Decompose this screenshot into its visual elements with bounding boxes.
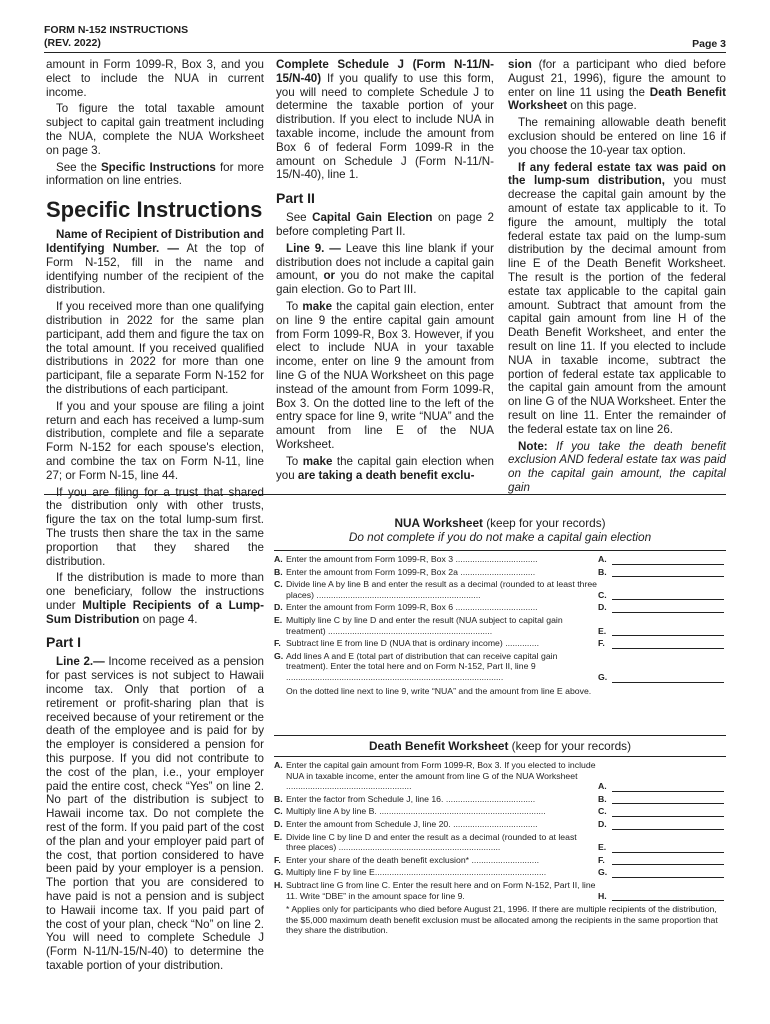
column-left bbox=[46, 58, 264, 976]
part-heading: Part II bbox=[276, 190, 315, 207]
worksheet-rule bbox=[274, 756, 726, 757]
text-run: To bbox=[286, 454, 303, 468]
section-heading: Specific Instructions bbox=[46, 197, 263, 223]
worksheet-line-c bbox=[274, 579, 726, 600]
form-title: FORM N-152 INSTRUCTIONS bbox=[44, 24, 189, 36]
bold-text: sion bbox=[508, 58, 532, 71]
text-run: Leave this line blank if your distribution does not include a capital gain amount, bbox=[276, 241, 494, 283]
worksheet-line-b bbox=[274, 567, 726, 578]
worksheet-rule bbox=[274, 735, 726, 736]
amount-entry-line[interactable] bbox=[612, 626, 724, 636]
worksheet-line-h bbox=[274, 880, 726, 901]
bold-text: Name of Recipient of Distribution and Identifying Number. — bbox=[46, 228, 264, 255]
line-letter: G. bbox=[274, 867, 284, 878]
worksheet-note: On the dotted line next to line 9, write “NUA” and the amount from line E above. bbox=[286, 685, 592, 696]
line-text: Subtract line E from line D (NUA that is ordinary income) .............. bbox=[286, 638, 539, 649]
line-text: Enter the amount from Schedule J, line 20. ................................... bbox=[286, 818, 538, 829]
paragraph bbox=[276, 58, 494, 182]
text-run: you do not make the capital gain election. Go to Part III. bbox=[276, 269, 494, 297]
line-key: B. bbox=[598, 566, 607, 577]
paragraph bbox=[46, 655, 264, 972]
amount-entry-line[interactable] bbox=[612, 794, 724, 804]
paragraph: If you are filing for a trust that shared the distribution only with other trusts, figure the tax on the total lump-sum first. The trusts then share the tax in the same proportion that they shared the distribution. bbox=[46, 485, 264, 568]
text-run: (keep for your records) bbox=[508, 739, 632, 753]
line-text: Multiply line F by line E....................................................................... bbox=[286, 867, 547, 878]
paragraph bbox=[276, 455, 494, 483]
worksheet-line-f bbox=[274, 638, 726, 649]
header-rule bbox=[44, 52, 726, 53]
amount-entry-line[interactable] bbox=[612, 868, 724, 878]
nua-worksheet bbox=[274, 516, 726, 696]
text-run: See the bbox=[56, 160, 101, 174]
bold-text: Complete Schedule J (Form N-11/N-15/N-40) bbox=[276, 58, 494, 85]
line-letter: H. bbox=[274, 879, 283, 890]
line-letter: C. bbox=[274, 579, 283, 590]
line-letter: F. bbox=[274, 854, 281, 865]
worksheet-title bbox=[274, 516, 726, 530]
text-run: If the distribution is made to more than one beneficiary, follow the instructions under bbox=[46, 571, 264, 612]
revision-label: (REV. 2022) bbox=[44, 37, 101, 49]
line-text: Multiply line A by line B. ..................................................................... bbox=[286, 806, 546, 817]
line-text: Enter the amount from Form 1099-R, Box 3 .................................. bbox=[286, 554, 538, 564]
line-text: Enter your share of the death benefit exclusion* ............................ bbox=[286, 854, 540, 865]
line-key: D. bbox=[598, 818, 607, 829]
paragraph bbox=[46, 228, 264, 297]
text-run: you must decrease the capital gain amount by the amount of estate tax applicable to it. To figure the amount, multiply the total federal estate tax paid on the lump-sum distribution by the decimal amount from line E of the Death Benefit Worksheet. The result is the portion of the federal estate tax applicable to the capital gain amount. Subtract that amount from the capital gain amount from line H of the Death Benefit Worksheet, and enter the result on line 11. If you elected to include NUA in taxable income, subtract the portion of federal estate tax applicable to the capital gain amount from the amount on line G of the NUA Worksheet. Enter the result on line 11. Enter the remainder of the federal estate tax on line 26. bbox=[508, 174, 726, 436]
amount-entry-line[interactable] bbox=[612, 843, 724, 853]
bold-text: Line 9. — bbox=[286, 241, 341, 255]
line-key: A. bbox=[598, 781, 607, 792]
amount-entry-line[interactable] bbox=[612, 855, 724, 865]
line-key: G. bbox=[598, 671, 608, 682]
line-letter: E. bbox=[274, 614, 283, 625]
form-header bbox=[44, 24, 188, 50]
line-letter: E. bbox=[274, 831, 283, 842]
line-key: E. bbox=[598, 625, 607, 636]
worksheet-line-d bbox=[274, 819, 726, 830]
line-key: C. bbox=[598, 806, 607, 817]
bold-text: Death Benefit Worksheet bbox=[368, 739, 509, 753]
text-run: To bbox=[286, 299, 303, 313]
line-text: Enter the capital gain amount from Form 1099-R, Box 3. If you elected to include NUA in taxable income, enter the amount from line G of the NUA Worksheet .................................................... bbox=[286, 760, 596, 792]
worksheet-footnote: * Applies only for participants who died before August 21, 1996. If there are multiple recipients of the distribution, the $5,000 maximum death benefit exclusion must be allocated among the recipients in the same proportion that they share the distribution. bbox=[286, 904, 718, 936]
part-heading: Part I bbox=[46, 634, 82, 651]
paragraph: amount in Form 1099-R, Box 3, and you elect to include the NUA in current income. bbox=[46, 58, 264, 99]
paragraph bbox=[46, 161, 264, 189]
bold-text: NUA Worksheet bbox=[394, 516, 483, 530]
worksheet-rule bbox=[274, 550, 726, 551]
bold-text: Note: bbox=[518, 439, 548, 453]
text-run: If you qualify to use this form, you will need to complete Schedule J to determine the taxable portion of your distribution. If you elect to include NUA in taxable income, include the amount from Box 6 of federal Form 1099-R in the amount on Schedule J (Form N-11/N-15/N-40), line 1. bbox=[276, 71, 494, 182]
amount-entry-line[interactable] bbox=[612, 603, 724, 613]
line-text: Enter the amount from Form 1099-R, Box 6 .................................. bbox=[286, 602, 538, 613]
bold-text: Capital Gain Election bbox=[312, 211, 433, 225]
paragraph: The remaining allowable death benefit exclusion should be entered on line 16 if you choose the 10-year tax option. bbox=[508, 116, 726, 157]
paragraph: If you and your spouse are filing a joint return and each has received a lump-sum distribution, complete and file a separate Form N-152 for each spouse's election, and combine the tax on Form N-11, line 27; or Form N-15, line 44. bbox=[46, 399, 264, 482]
line-key: A. bbox=[598, 554, 607, 564]
paragraph bbox=[276, 242, 494, 297]
text-run: At the top of Form N-152, fill in the name and identifying number of the recipient of the distribution. bbox=[46, 241, 264, 297]
line-key: D. bbox=[598, 602, 607, 613]
amount-entry-line[interactable] bbox=[612, 567, 724, 577]
text-run: on this page. bbox=[567, 99, 637, 113]
line-key: H. bbox=[598, 890, 607, 901]
line-key: C. bbox=[598, 589, 607, 600]
column-middle bbox=[276, 58, 494, 485]
bold-text: Specific Instructions bbox=[100, 160, 216, 174]
line-text: Subtract line G from line C. Enter the result here and on Form N-152, Part II, line 11. Write “DBE” in the amount space for line 9. bbox=[286, 879, 596, 901]
bold-text: make bbox=[302, 299, 333, 313]
worksheet-line-g bbox=[274, 867, 726, 878]
worksheet-line-c bbox=[274, 806, 726, 817]
worksheet-line-a bbox=[274, 760, 726, 792]
worksheet-line-g bbox=[274, 651, 726, 683]
text-run: for more information on line entries. bbox=[46, 160, 264, 188]
worksheet-rows bbox=[274, 760, 726, 901]
worksheet-line-e bbox=[274, 832, 726, 853]
worksheet-rows bbox=[274, 554, 726, 683]
bold-text: or bbox=[323, 269, 336, 283]
text-run: on page 4. bbox=[139, 612, 198, 626]
section-divider bbox=[44, 494, 726, 495]
worksheet-line-b bbox=[274, 794, 726, 805]
line-letter: F. bbox=[274, 638, 281, 649]
line-letter: G. bbox=[274, 650, 284, 661]
amount-entry-line[interactable] bbox=[612, 820, 724, 830]
page-number: Page 3 bbox=[692, 38, 726, 50]
line-key: F. bbox=[598, 638, 605, 649]
line-letter: A. bbox=[274, 554, 283, 564]
line-key: E. bbox=[598, 842, 607, 853]
text-run: on page 2 before completing Part II. bbox=[276, 211, 494, 238]
text-run: the capital gain election, enter on line 9 the entire capital gain amount from Form 1099-R, Box 3. However, if you elect to include NUA in your taxable income, enter on line 9 the amount from line G of the NUA Worksheet on this page instead of the amount from Form 1099-R, Box 3. On the dotted line to the left of the entry space for line 9, write “NUA” and the amount from line E of the NUA Worksheet. bbox=[276, 299, 494, 451]
paragraph bbox=[276, 300, 494, 452]
paragraph bbox=[276, 211, 494, 239]
worksheet-subtitle: Do not complete if you do not make a capital gain election bbox=[348, 530, 652, 544]
bold-text: If any federal estate tax was paid on the lump-sum distribution, bbox=[508, 160, 726, 188]
amount-entry-line[interactable] bbox=[612, 555, 724, 565]
text-run: Income received as a pension for past services is not subject to Hawaii income tax. Only that portion of a retirement or profit-sharing plan that is received because of your retirement or the death of the employee and is paid for by the employer is considered a pension for this purpose. If you did not contribute to the cost of the plan, i.e., your employer paid the entire cost, check “Yes” on line 2. No part of the distribution is subject to Hawaii income tax. Do not complete the rest of the form. If you paid part of the cost of the plan and your employer paid part of the cost, that portion considered to have been paid by your employer is a pension. The portion that you are considered to have paid is not a pension and is subject to Hawaii income tax. If you paid part of the cost of your plan, check “No” on line 2. You will need to complete Schedule J (Form N-11/N-15/N-40) to determine the taxable portion of your distribution. bbox=[46, 655, 264, 973]
text-run: See bbox=[286, 211, 313, 225]
paragraph bbox=[508, 58, 726, 113]
line-key: G. bbox=[598, 867, 608, 878]
amount-entry-line[interactable] bbox=[612, 639, 724, 649]
worksheet-line-d bbox=[274, 602, 726, 613]
line-text: Add lines A and E (total part of distribution that can receive capital gain treatment). Enter the total here and on Form N-152, Part II, line 9 .......................................................................................... bbox=[286, 650, 558, 682]
line-key: F. bbox=[598, 854, 605, 865]
bold-text: are taking a death benefit exclu- bbox=[297, 468, 475, 482]
paragraph bbox=[46, 571, 264, 626]
line-text: Divide line C by line D and enter the result as a decimal (rounded to at least three places) ................................................................... bbox=[286, 831, 577, 853]
worksheet-line-f bbox=[274, 855, 726, 866]
line-key: B. bbox=[598, 793, 607, 804]
worksheet-line-e bbox=[274, 615, 726, 636]
line-text: Enter the factor from Schedule J, line 16. ..................................... bbox=[286, 793, 536, 804]
bold-text: Multiple Recipients of a Lump-Sum Distribution bbox=[46, 598, 264, 626]
line-letter: D. bbox=[274, 602, 283, 613]
line-letter: B. bbox=[274, 793, 283, 804]
paragraph bbox=[508, 161, 726, 437]
amount-entry-line[interactable] bbox=[612, 673, 724, 683]
bold-text: make bbox=[302, 454, 333, 468]
italic-text: If you take the death benefit exclusion AND federal estate tax was paid on the capital gain amount, the capital gain bbox=[508, 439, 726, 494]
death-benefit-worksheet bbox=[274, 735, 726, 936]
text-run: (for a participant who died before August 21, 1996), figure the amount to enter on line 11 using the bbox=[508, 58, 726, 99]
amount-entry-line[interactable] bbox=[612, 782, 724, 792]
line-letter: B. bbox=[274, 566, 283, 577]
line-letter: D. bbox=[274, 818, 283, 829]
line-letter: C. bbox=[274, 806, 283, 817]
worksheet-line-a bbox=[274, 554, 726, 565]
line-text: Multiply line C by line D and enter the result (NUA subject to capital gain treatment) .................................................................... bbox=[286, 614, 563, 636]
line-text: Divide line A by line B and enter the result as a decimal (rounded to at least three places) .................................................................... bbox=[286, 579, 598, 600]
column-right bbox=[508, 58, 726, 498]
amount-entry-line[interactable] bbox=[612, 590, 724, 600]
paragraph bbox=[508, 440, 726, 495]
bold-text: Death Benefit Worksheet bbox=[508, 85, 726, 113]
amount-entry-line[interactable] bbox=[612, 891, 724, 901]
bold-text: Line 2.— bbox=[56, 655, 105, 669]
amount-entry-line[interactable] bbox=[612, 807, 724, 817]
text-run: the capital gain election when you bbox=[276, 454, 494, 482]
text-run: (keep for your records) bbox=[482, 516, 606, 530]
line-text: Enter the amount from Form 1099-R, Box 2a ............................... bbox=[286, 566, 536, 577]
paragraph: If you received more than one qualifying distribution in 2022 for the same plan participant, add them and figure the tax on the total amount. If you received qualified distributions in 2022 for more than one participant, file a separate Form N-152 for the distributions of each participant. bbox=[46, 300, 264, 396]
paragraph: To figure the total taxable amount subject to capital gain treatment including the NUA, complete the NUA Worksheet on page 3. bbox=[46, 102, 264, 157]
line-letter: A. bbox=[274, 760, 283, 770]
worksheet-title bbox=[274, 739, 726, 753]
